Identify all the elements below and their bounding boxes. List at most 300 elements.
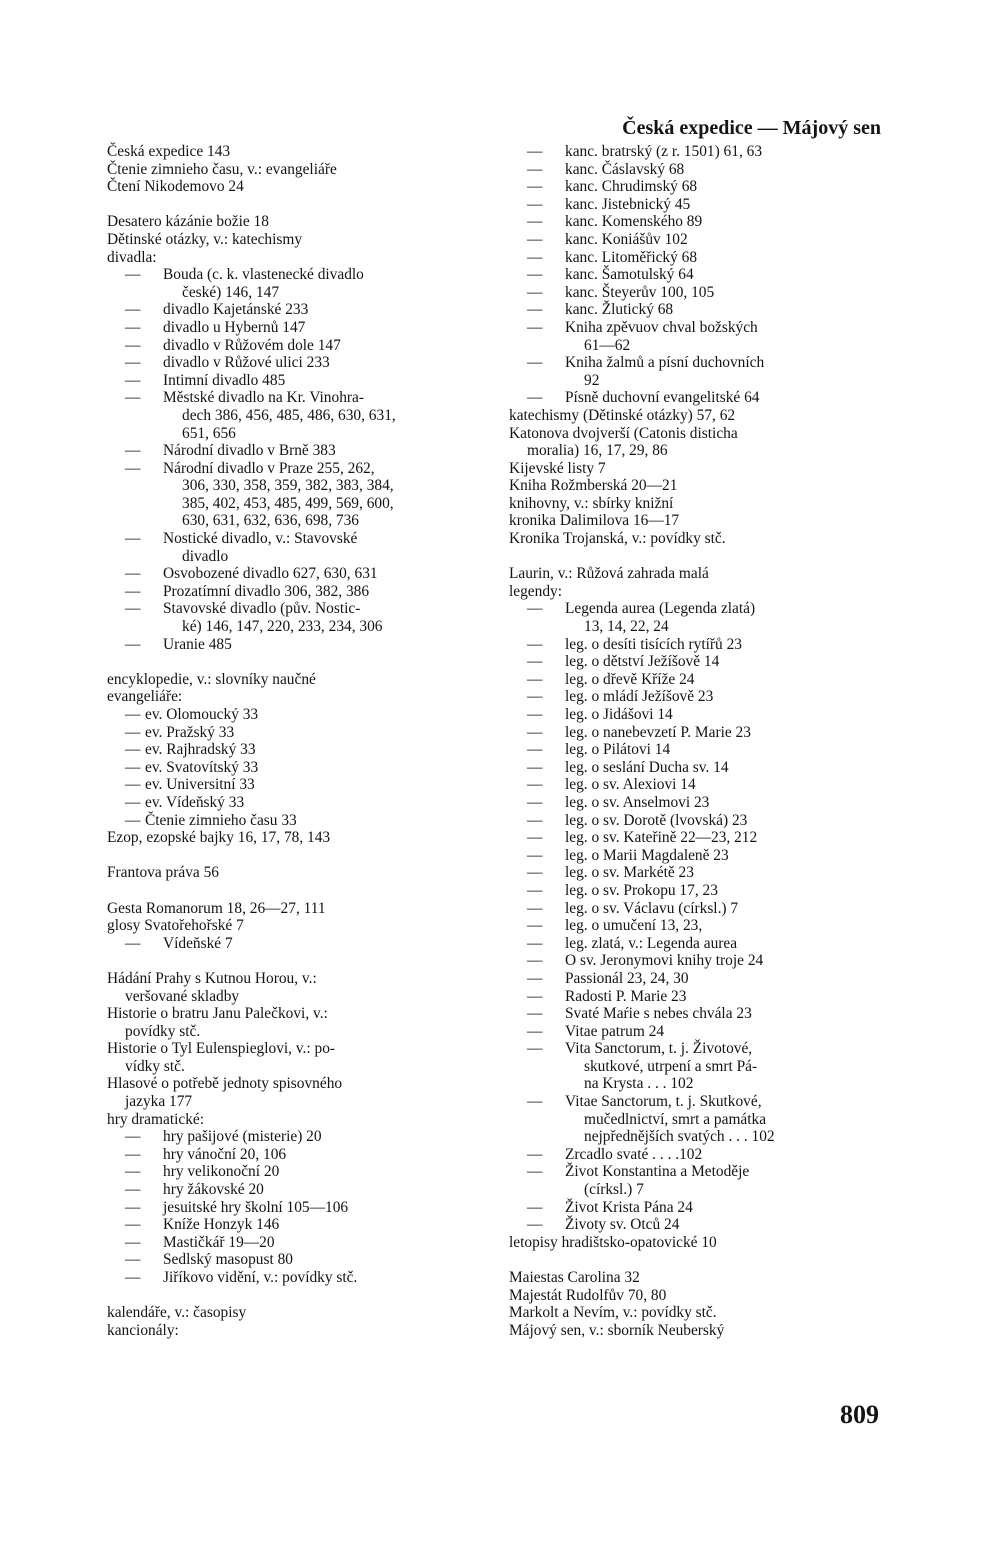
page-number: 809 [840, 1400, 879, 1429]
index-entry-text: Jiříkovo vidění, v.: povídky stč. [163, 1269, 358, 1286]
index-entry-text: leg. o sv. Václavu (círksl.) 7 [565, 899, 739, 917]
subentry-dash: — [125, 793, 141, 811]
subentry-dash: — [527, 776, 543, 794]
index-entry-text: kanc. Šteyerův 100, 105 [565, 283, 715, 301]
index-entry-text: vídky stč. [125, 1057, 185, 1075]
index-entry-text: ké) 146, 147, 220, 233, 234, 306 [182, 618, 383, 636]
subentry-dash: — [527, 934, 543, 952]
index-entry [107, 935, 477, 953]
subentry-dash: — [125, 758, 141, 776]
subentry-dash: — [527, 741, 543, 759]
index-entry-text: Katonova dvojverší (Catonis disticha [509, 424, 738, 442]
entry-gap [107, 196, 477, 214]
index-entry-text: leg. o sv. Dorotě (lvovská) 23 [565, 811, 748, 829]
index-entry-text: Gesta Romanorum 18, 26—27, 111 [107, 899, 326, 917]
index-entry [509, 829, 881, 847]
index-entry-text: 13, 14, 22, 24 [584, 618, 669, 636]
index-entry-text: Kniha Rožmberská 20—21 [509, 477, 678, 495]
index-entry-text: knihovny, v.: sbírky knižní [509, 494, 674, 512]
index-entry-text: povídky stč. [125, 1022, 201, 1040]
index-entry-text: 651, 656 [182, 424, 236, 442]
running-header: Česká expedice — Májový sen [622, 117, 881, 139]
subentry-dash: — [527, 1163, 543, 1181]
index-entry-text: leg. o dětství Ježíšově 14 [565, 653, 720, 671]
index-entry [509, 530, 881, 548]
index-entry-text: Radosti P. Marie 23 [565, 987, 687, 1005]
index-entry [509, 1304, 881, 1322]
index-entry [509, 1269, 881, 1287]
subentry-dash: — [125, 301, 141, 319]
index-entry-text: Nostické divadlo, v.: Stavovské [163, 530, 358, 548]
index-entry [107, 970, 477, 988]
index-entry-text: 92 [584, 371, 600, 389]
subentry-dash: — [527, 758, 543, 776]
index-entry [107, 741, 477, 759]
index-entry [107, 1199, 477, 1217]
index-entry-text: Kijevské listy 7 [509, 459, 606, 477]
subentry-dash: — [527, 1005, 543, 1023]
index-entry-text: Majestát Rudolfův 70, 80 [509, 1286, 667, 1304]
index-entry [509, 1023, 881, 1041]
index-entry-text: Kronika Trojanská, v.: povídky stč. [509, 530, 726, 548]
index-entry [509, 864, 881, 882]
index-entry [509, 178, 881, 196]
index-entry [107, 213, 477, 231]
index-entry [509, 1322, 881, 1340]
index-entry-text: jesuitské hry školní 105—106 [163, 1198, 349, 1216]
subentry-dash: — [125, 1269, 141, 1286]
subentry-dash: — [527, 881, 543, 899]
index-entry-text: leg. o umučení 13, 23, [565, 917, 703, 935]
entry-gap [509, 1251, 881, 1269]
index-entry [107, 1163, 477, 1181]
index-entry [107, 1058, 477, 1076]
entry-gap [107, 653, 477, 671]
subentry-dash: — [527, 213, 543, 231]
subentry-dash: — [527, 318, 543, 336]
index-entry-text: divadlo v Růžové ulici 233 [163, 354, 330, 372]
index-entry [509, 1287, 881, 1305]
index-entry-text: Národní divadlo v Brně 383 [163, 442, 336, 460]
index-entry-text: leg. o desíti tisících rytířů 23 [565, 635, 742, 653]
index-entry-text: Mastičkář 19—20 [163, 1233, 275, 1251]
index-entry [107, 477, 477, 495]
index-entry [107, 1322, 477, 1340]
index-entry [509, 337, 881, 355]
index-entry [509, 1040, 881, 1058]
index-entry-text: Historie o bratru Janu Palečkovi, v.: [107, 1005, 328, 1023]
subentry-dash: — [125, 371, 141, 389]
index-entry [509, 1075, 881, 1093]
index-entry [107, 812, 477, 830]
entry-gap [107, 847, 477, 865]
index-entry-text: Intimní divadlo 485 [163, 371, 286, 389]
index-entry-text: 385, 402, 453, 485, 499, 569, 600, [182, 494, 394, 512]
index-column-left [107, 143, 477, 1339]
index-entry [509, 407, 881, 425]
subentry-dash: — [527, 1040, 543, 1058]
index-entry-text: Písně duchovní evangelitské 64 [565, 389, 760, 407]
index-entry-text: divadlo Kajetánské 233 [163, 301, 309, 319]
index-entry [107, 988, 477, 1006]
index-entry-text: Život Konstantina a Metoděje [565, 1163, 750, 1181]
index-entry [509, 583, 881, 601]
index-entry [509, 618, 881, 636]
index-entry [509, 847, 881, 865]
subentry-dash: — [527, 917, 543, 935]
index-entry [509, 812, 881, 830]
subentry-dash: — [125, 354, 141, 372]
index-entry [509, 143, 881, 161]
index-entry [107, 1005, 477, 1023]
index-entry [107, 636, 477, 654]
index-entry [509, 1234, 881, 1252]
index-entry [509, 1181, 881, 1199]
index-entry-text: Vídeňské 7 [163, 934, 233, 952]
index-entry-text: Historie o Tyl Eulenspieglovi, v.: po- [107, 1040, 336, 1058]
subentry-dash: — [527, 230, 543, 248]
index-entry [107, 706, 477, 724]
subentry-dash: — [527, 389, 543, 407]
index-entry-text: Bouda (c. k. vlastenecké divadlo [163, 266, 364, 284]
subentry-dash: — [125, 776, 141, 794]
subentry-dash: — [527, 248, 543, 266]
index-entry [509, 495, 881, 513]
index-entry-text: leg. o sv. Alexiovi 14 [565, 776, 696, 794]
index-entry-text: leg. o sv. Anselmovi 23 [565, 793, 710, 811]
index-entry [107, 618, 477, 636]
index-entry [509, 706, 881, 724]
index-entry-text: divadlo u Hybernů 147 [163, 318, 306, 336]
index-entry [107, 1146, 477, 1164]
index-entry-text: Zrcadlo svaté . . . .102 [565, 1145, 703, 1163]
index-entry [509, 1093, 881, 1111]
subentry-dash: — [527, 143, 543, 160]
index-entry [509, 319, 881, 337]
subentry-dash: — [527, 283, 543, 301]
index-entry [107, 354, 477, 372]
index-entry [107, 1111, 477, 1129]
subentry-dash: — [527, 987, 543, 1005]
subentry-dash: — [527, 688, 543, 706]
index-entry [509, 636, 881, 654]
index-entry-text: hry žákovské 20 [163, 1181, 264, 1199]
subentry-dash: — [527, 1216, 543, 1234]
subentry-dash: — [125, 336, 141, 354]
index-entry [107, 900, 477, 918]
index-entry-text: kancionály: [107, 1321, 179, 1339]
index-entry [107, 266, 477, 284]
index-entry-text: Frantova práva 56 [107, 864, 219, 882]
index-entry [107, 1093, 477, 1111]
index-entry [107, 231, 477, 249]
index-entry-text: hry vánoční 20, 106 [163, 1145, 287, 1163]
index-entry-text: leg. o Jidášovi 14 [565, 706, 673, 723]
index-entry-text: 630, 631, 632, 636, 698, 736 [182, 512, 359, 530]
index-entry [107, 776, 477, 794]
index-entry [107, 460, 477, 478]
index-entry [107, 1251, 477, 1269]
index-entry-text: glosy Svatořehořské 7 [107, 917, 244, 935]
index-entry [107, 372, 477, 390]
index-entry [107, 442, 477, 460]
subentry-dash: — [125, 1181, 141, 1199]
index-entry-text: ev. Pražský 33 [145, 723, 235, 741]
index-entry [107, 301, 477, 319]
index-entry [509, 425, 881, 443]
index-entry [509, 196, 881, 214]
index-entry-text: české) 146, 147 [182, 283, 280, 301]
index-entry-text: encyklopedie, v.: slovníky naučné [107, 670, 316, 688]
index-entry [509, 653, 881, 671]
index-entry [509, 372, 881, 390]
index-entry-text: Dětinské otázky, v.: katechismy [107, 230, 303, 248]
index-entry-text: divadlo [182, 547, 229, 565]
index-entry-text: Národní divadlo v Praze 255, 262, [163, 459, 375, 477]
index-entry-text: Životy sv. Otců 24 [565, 1216, 680, 1234]
subentry-dash: — [527, 600, 543, 618]
index-entry-text: jazyka 177 [125, 1093, 193, 1111]
index-entry-text: leg. o sv. Kateřině 22—23, 212 [565, 829, 758, 847]
index-entry-text: Laurin, v.: Růžová zahrada malá [509, 565, 709, 583]
index-entry-text: ev. Svatovítský 33 [145, 758, 259, 776]
subentry-dash: — [125, 1216, 141, 1234]
index-entry [509, 988, 881, 1006]
subentry-dash: — [125, 1163, 141, 1181]
index-entry [509, 565, 881, 583]
subentry-dash: — [125, 318, 141, 336]
subentry-dash: — [125, 530, 141, 548]
entry-gap [107, 952, 477, 970]
index-entry [107, 249, 477, 267]
index-entry [509, 213, 881, 231]
index-entry [509, 266, 881, 284]
index-entry-text: kanc. Koniášův 102 [565, 230, 688, 248]
index-entry-text: Májový sen, v.: sborník Neuberský [509, 1321, 725, 1339]
index-entry-text: hry dramatické: [107, 1110, 205, 1128]
index-entry [509, 161, 881, 179]
index-entry-text: dech 386, 456, 485, 486, 630, 631, [182, 406, 396, 424]
index-entry [509, 389, 881, 407]
index-entry-text: kanc. Litoměřický 68 [565, 248, 698, 266]
index-entry-text: kalendáře, v.: časopisy [107, 1304, 247, 1322]
subentry-dash: — [527, 899, 543, 917]
subentry-dash: — [527, 1145, 543, 1163]
index-entry [107, 864, 477, 882]
index-entry [107, 688, 477, 706]
subentry-dash: — [527, 829, 543, 847]
index-entry-text: kronika Dalimilova 16—17 [509, 512, 680, 530]
index-entry-text: Kniha žalmů a písní duchovních [565, 354, 765, 372]
index-entry [107, 512, 477, 530]
subentry-dash: — [125, 1145, 141, 1163]
subentry-dash: — [527, 969, 543, 987]
index-entry [509, 301, 881, 319]
index-entry-text: Život Krista Pána 24 [565, 1198, 693, 1216]
index-entry [107, 1023, 477, 1041]
subentry-dash: — [527, 864, 543, 882]
index-entry [107, 425, 477, 443]
index-entry-text: O sv. Jeronymovi knihy troje 24 [565, 952, 764, 970]
index-entry-text: Legenda aurea (Legenda zlatá) [565, 600, 756, 618]
index-entry-text: divadla: [107, 248, 157, 266]
index-entry-text: ev. Universitní 33 [145, 776, 255, 794]
subentry-dash: — [527, 811, 543, 829]
index-entry [107, 530, 477, 548]
index-entry-text: Vita Sanctorum, t. j. Životové, [565, 1040, 753, 1058]
index-entry-text: Svaté Maŕie s nebes chvála 23 [565, 1005, 752, 1023]
index-entry [509, 952, 881, 970]
entry-gap [509, 548, 881, 566]
index-entry-text: hry velikonoční 20 [163, 1163, 280, 1181]
subentry-dash: — [527, 635, 543, 653]
index-entry [509, 741, 881, 759]
subentry-dash: — [527, 178, 543, 196]
index-entry-text: ev. Vídeňský 33 [145, 793, 245, 811]
subentry-dash: — [527, 1198, 543, 1216]
index-entry [107, 583, 477, 601]
index-entry-text: leg. o mládí Ježíšově 23 [565, 688, 714, 706]
index-entry-text: Kníže Honzyk 146 [163, 1216, 280, 1234]
index-entry-text: nejpřednějších svatých . . . 102 [584, 1128, 775, 1146]
index-entry-text: skutkové, utrpení a smrt Pá- [584, 1057, 758, 1075]
subentry-dash: — [125, 706, 141, 723]
index-entry [107, 1216, 477, 1234]
index-entry-text: moralia) 16, 17, 29, 86 [527, 442, 668, 460]
index-entry [509, 284, 881, 302]
index-entry [509, 794, 881, 812]
index-entry-text: leg. o Marii Magdaleně 23 [565, 846, 729, 864]
index-entry [509, 1163, 881, 1181]
subentry-dash: — [125, 741, 141, 759]
index-entry-text: Čtení Nikodemovo 24 [107, 178, 244, 196]
subentry-dash: — [527, 846, 543, 864]
index-entry [509, 460, 881, 478]
subentry-dash: — [527, 793, 543, 811]
index-entry [107, 565, 477, 583]
index-entry-text: leg. o seslání Ducha sv. 14 [565, 758, 729, 776]
index-entry [107, 671, 477, 689]
index-entry [509, 354, 881, 372]
index-entry [107, 178, 477, 196]
index-entry [509, 759, 881, 777]
index-entry [509, 231, 881, 249]
entry-gap [107, 882, 477, 900]
index-entry-text: kanc. bratrský (z r. 1501) 61, 63 [565, 143, 763, 160]
index-entry [107, 1269, 477, 1287]
index-entry [509, 688, 881, 706]
index-entry-text: 61—62 [584, 336, 631, 354]
index-entry-text: Passionál 23, 24, 30 [565, 969, 689, 987]
index-entry [509, 512, 881, 530]
index-entry-text: Uranie 485 [163, 635, 232, 653]
subentry-dash: — [527, 266, 543, 284]
subentry-dash: — [527, 952, 543, 970]
index-entry [107, 759, 477, 777]
index-entry-text: ev. Olomoucký 33 [145, 706, 259, 723]
index-entry-text: leg. o sv. Markétě 23 [565, 864, 694, 882]
index-entry [107, 1128, 477, 1146]
index-entry [107, 1040, 477, 1058]
index-entry-text: leg. o Pilátovi 14 [565, 741, 671, 759]
index-entry-text: ev. Rajhradský 33 [145, 741, 256, 759]
index-entry [107, 794, 477, 812]
entry-gap [107, 1287, 477, 1305]
index-entry [107, 161, 477, 179]
subentry-dash: — [125, 565, 141, 583]
index-entry-text: na Krysta . . . 102 [584, 1075, 694, 1093]
index-entry-text: leg. o sv. Prokopu 17, 23 [565, 881, 718, 899]
index-entry [509, 442, 881, 460]
index-entry-text: leg. zlatá, v.: Legenda aurea [565, 934, 738, 952]
index-entry-text: Kniha zpěvuov chval božských [565, 318, 758, 336]
index-entry-text: Markolt a Nevím, v.: povídky stč. [509, 1304, 717, 1322]
subentry-dash: — [527, 1022, 543, 1040]
index-entry-text: Hádání Prahy s Kutnou Horou, v.: [107, 969, 317, 987]
subentry-dash: — [527, 1093, 543, 1111]
index-entry-text: katechismy (Dětinské otázky) 57, 62 [509, 406, 736, 424]
index-entry-text: kanc. Žlutický 68 [565, 301, 674, 319]
index-entry [509, 917, 881, 935]
subentry-dash: — [527, 706, 543, 723]
subentry-dash: — [125, 459, 141, 477]
index-entry [509, 1111, 881, 1129]
index-entry-text: kanc. Čáslavský 68 [565, 160, 685, 178]
index-entry [107, 319, 477, 337]
index-entry [107, 600, 477, 618]
index-entry [509, 671, 881, 689]
index-entry [509, 600, 881, 618]
index-entry-text: Městské divadlo na Kr. Vinohra- [163, 389, 364, 407]
index-entry [509, 249, 881, 267]
subentry-dash: — [527, 301, 543, 319]
index-entry [509, 1146, 881, 1164]
index-entry-text: Prozatímní divadlo 306, 382, 386 [163, 582, 370, 600]
index-entry-text: Maiestas Carolina 32 [509, 1269, 640, 1286]
index-entry [107, 1075, 477, 1093]
index-entry [509, 970, 881, 988]
index-entry-text: Čtenie zimnieho času 33 [145, 811, 297, 829]
index-entry [509, 1199, 881, 1217]
index-entry [107, 724, 477, 742]
index-entry-text: Desatero kázánie božie 18 [107, 213, 269, 231]
index-entry [107, 1181, 477, 1199]
subentry-dash: — [125, 266, 141, 284]
index-entry [107, 1304, 477, 1322]
index-entry [107, 143, 477, 161]
index-entry-text: kanc. Šamotulský 64 [565, 266, 694, 284]
index-entry [107, 284, 477, 302]
subentry-dash: — [125, 1128, 141, 1146]
index-entry-text: Vitae patrum 24 [565, 1022, 665, 1040]
subentry-dash: — [125, 1251, 141, 1269]
subentry-dash: — [125, 582, 141, 600]
index-entry [107, 917, 477, 935]
index-entry [107, 495, 477, 513]
index-entry [509, 900, 881, 918]
index-entry-text: veršované skladby [125, 987, 240, 1005]
index-entry [107, 337, 477, 355]
index-entry-text: kanc. Jistebnický 45 [565, 195, 691, 213]
index-entry-text: hry pašijové (misterie) 20 [163, 1128, 322, 1146]
index-entry-text: evangeliáře: [107, 688, 183, 706]
index-entry [509, 1058, 881, 1076]
index-entry [107, 389, 477, 407]
index-entry [509, 882, 881, 900]
subentry-dash: — [125, 600, 141, 618]
subentry-dash: — [125, 723, 141, 741]
index-entry [509, 1005, 881, 1023]
